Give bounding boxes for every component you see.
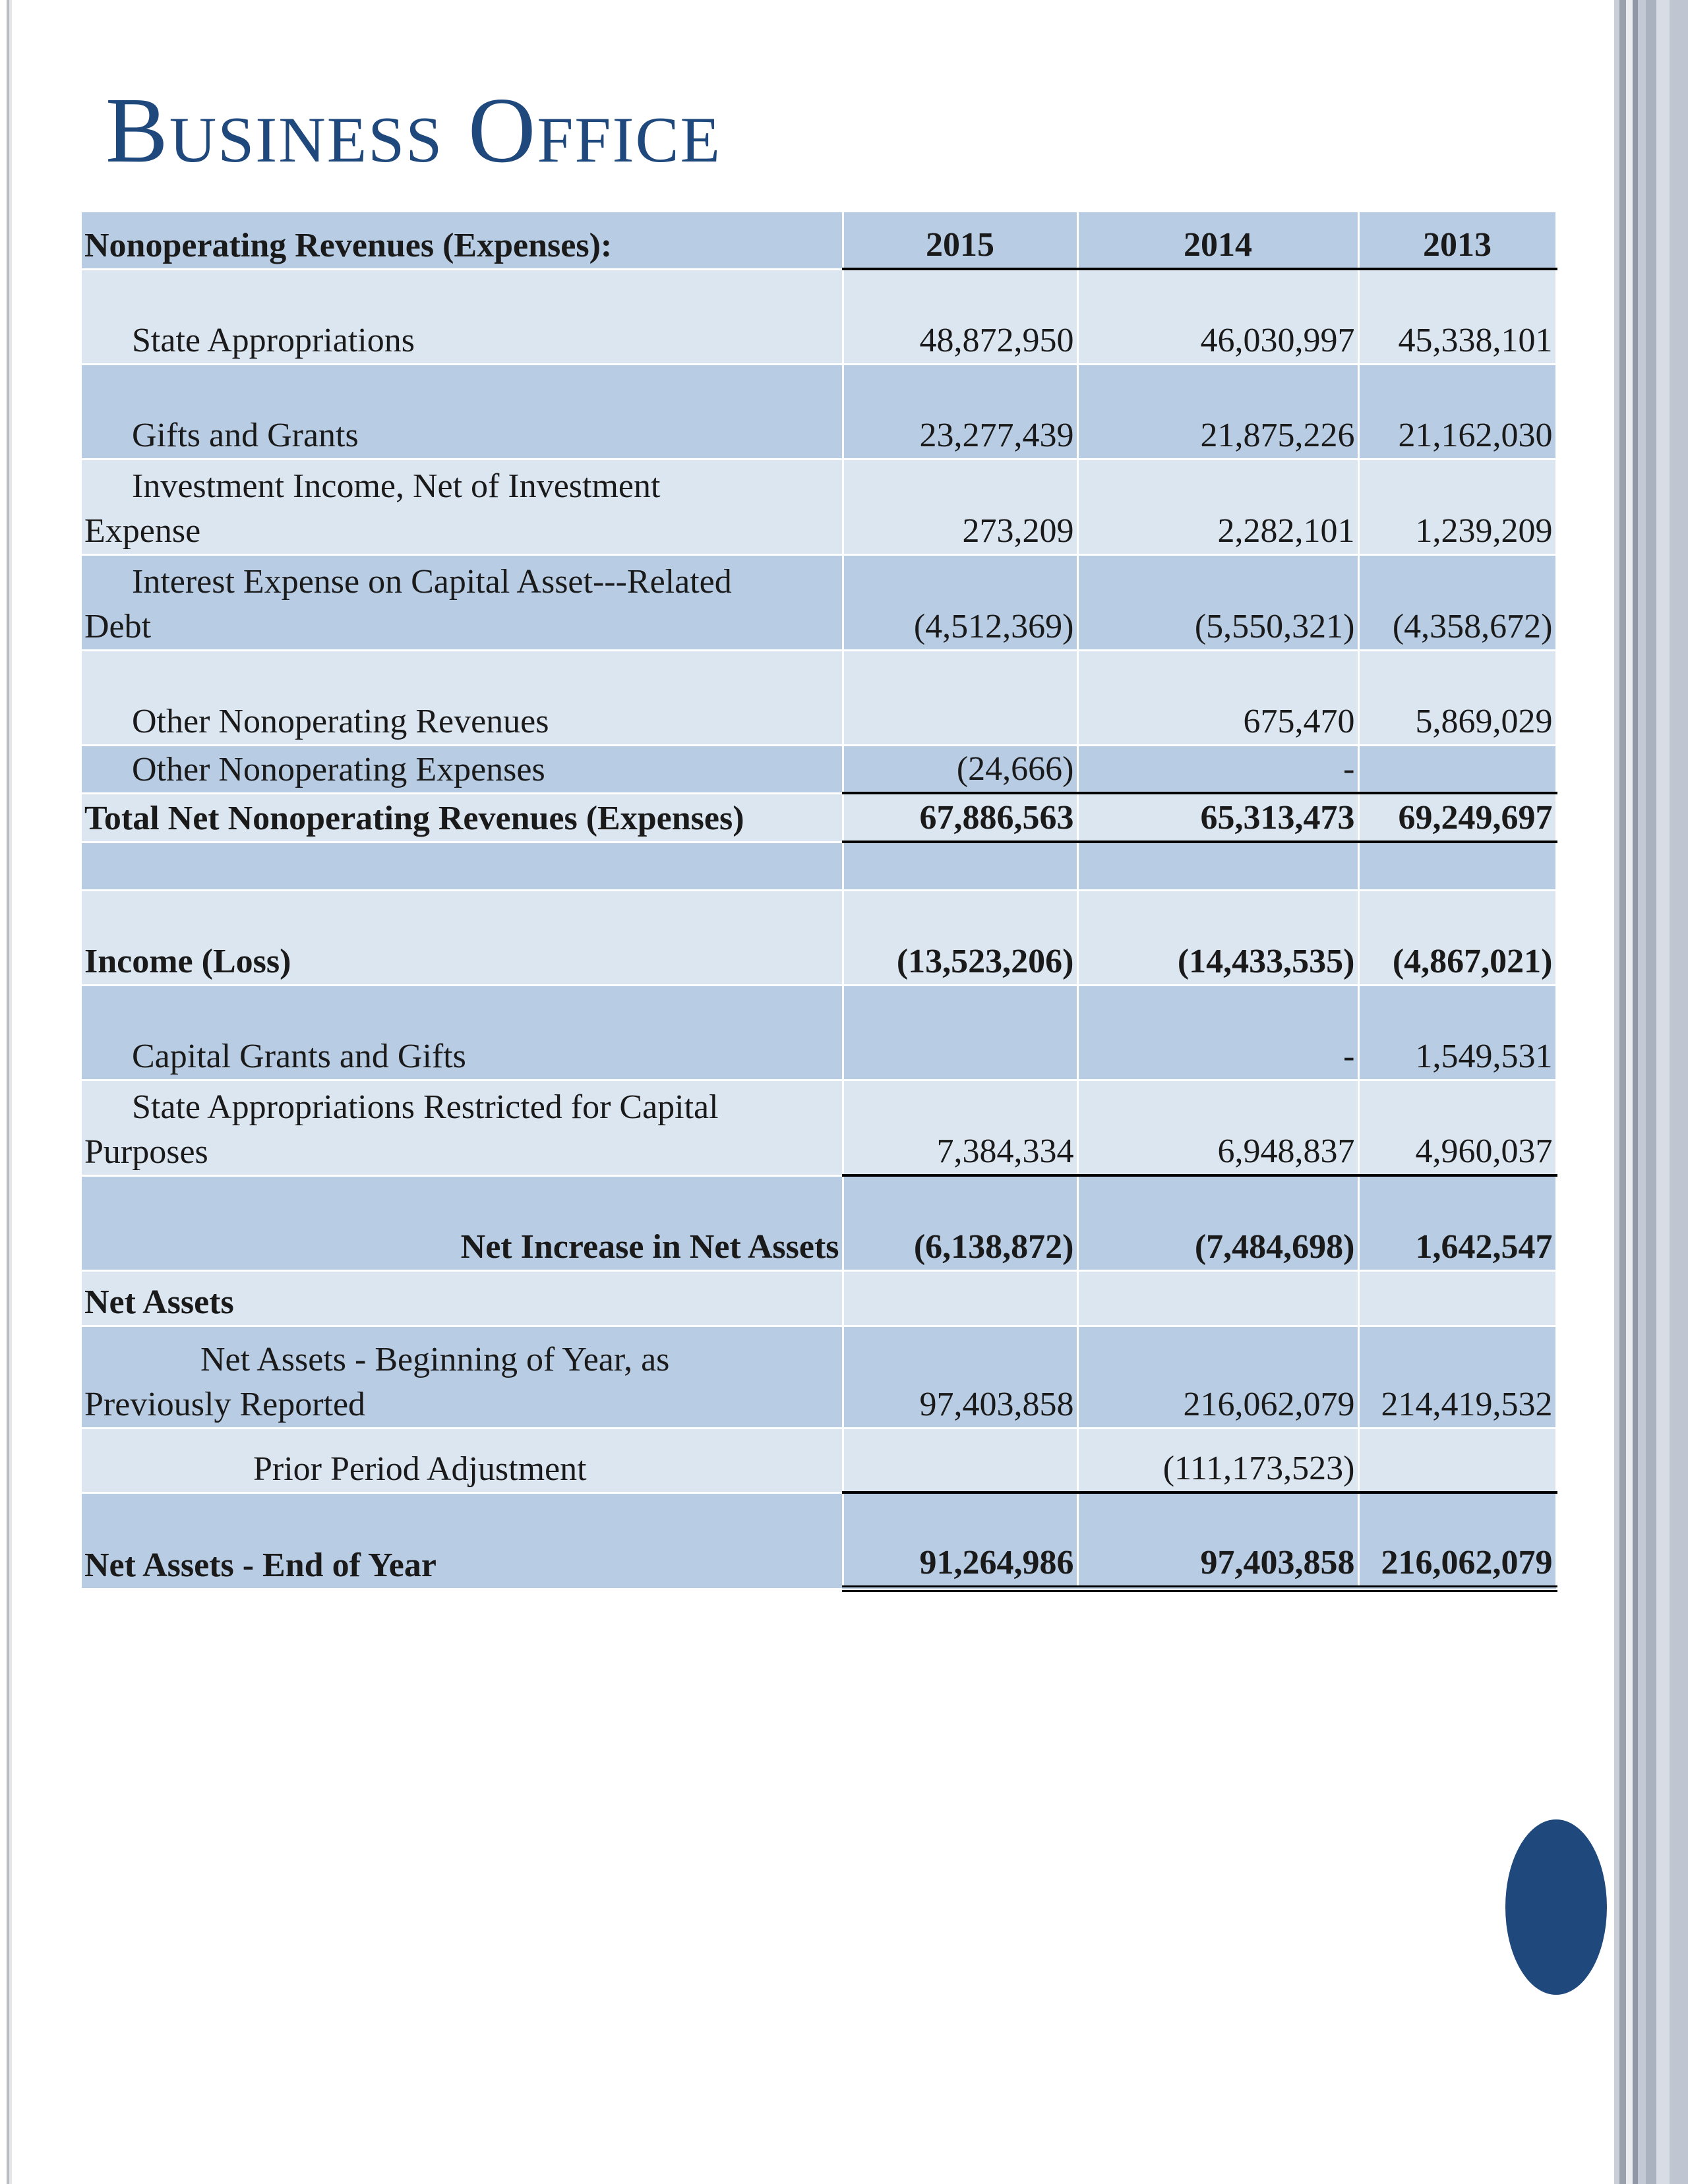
- value-2014: (5,550,321): [1077, 554, 1358, 650]
- value-2014: 97,403,858: [1077, 1492, 1358, 1589]
- row-label-line2: Expense: [84, 512, 201, 550]
- table-row: [82, 554, 1556, 650]
- table-row: [82, 650, 1556, 745]
- value-2013: 45,338,101: [1358, 269, 1556, 364]
- value-2014: (7,484,698): [1077, 1175, 1358, 1270]
- value-2014: (111,173,523): [1077, 1428, 1358, 1492]
- value-2014: 6,948,837: [1077, 1080, 1358, 1175]
- value-2015: 23,277,439: [843, 364, 1077, 459]
- value-2015: [843, 985, 1077, 1080]
- row-label: Net Assets - End of Year: [82, 1492, 843, 1589]
- value-2014: 216,062,079: [1077, 1326, 1358, 1428]
- value-2013: [1358, 745, 1556, 793]
- value-2015: (6,138,872): [843, 1175, 1077, 1270]
- year-2013-header: 2013: [1358, 212, 1556, 269]
- value-2015: (24,666): [843, 745, 1077, 793]
- value-2014: 65,313,473: [1077, 793, 1358, 842]
- table-row: [82, 1175, 1556, 1270]
- year-2014-header: 2014: [1077, 212, 1358, 269]
- value-2013: 21,162,030: [1358, 364, 1556, 459]
- table-row: [82, 745, 1556, 793]
- value-2013: 214,419,532: [1358, 1326, 1556, 1428]
- row-label-line2: Debt: [84, 607, 152, 645]
- table-row-total: [82, 1492, 1556, 1589]
- value-2015: 91,264,986: [843, 1492, 1077, 1589]
- value-2015: 67,886,563: [843, 793, 1077, 842]
- value-2014: 2,282,101: [1077, 459, 1358, 554]
- header-label: Nonoperating Revenues (Expenses):: [82, 212, 843, 269]
- value-2013: (4,867,021): [1358, 890, 1556, 985]
- slide-frame-right: [1606, 0, 1688, 2184]
- table-row: [82, 459, 1556, 554]
- value-2015: 273,209: [843, 459, 1077, 554]
- row-label-line2: Previously Reported: [84, 1385, 366, 1423]
- value-2014: -: [1077, 985, 1358, 1080]
- value-2014: 21,875,226: [1077, 364, 1358, 459]
- row-label: Capital Grants and Gifts: [132, 1037, 466, 1075]
- year-2015-header: 2015: [843, 212, 1077, 269]
- value-2014: 46,030,997: [1077, 269, 1358, 364]
- row-label: Prior Period Adjustment: [253, 1450, 587, 1488]
- page-title: Business Office: [106, 78, 721, 182]
- row-label-line2: Purposes: [84, 1133, 208, 1171]
- table-header-row: [82, 212, 1556, 269]
- value-2013: 4,960,037: [1358, 1080, 1556, 1175]
- value-2015: 7,384,334: [843, 1080, 1077, 1175]
- row-label: Net Increase in Net Assets: [82, 1175, 843, 1270]
- row-label-line1: Investment Income, Net of Investment: [132, 467, 661, 505]
- table-row: [82, 1080, 1556, 1175]
- value-2014: -: [1077, 745, 1358, 793]
- value-2013: 69,249,697: [1358, 793, 1556, 842]
- section-heading-row: [82, 1270, 1556, 1326]
- table-row-total: [82, 793, 1556, 842]
- table-row: [82, 364, 1556, 459]
- value-2015: [843, 1428, 1077, 1492]
- row-label: Income (Loss): [82, 890, 843, 985]
- row-label-line1: Interest Expense on Capital Asset---Related: [132, 562, 732, 601]
- table-row: [82, 890, 1556, 985]
- value-2013: 1,642,547: [1358, 1175, 1556, 1270]
- value-2015: (13,523,206): [843, 890, 1077, 985]
- row-label: Gifts and Grants: [132, 416, 359, 454]
- value-2014: 675,470: [1077, 650, 1358, 745]
- row-label-line1: State Appropriations Restricted for Capital: [132, 1088, 719, 1126]
- value-2015: [843, 650, 1077, 745]
- slide-frame-left: [0, 0, 17, 2184]
- value-2013: 5,869,029: [1358, 650, 1556, 745]
- financial-table: [82, 212, 1557, 1592]
- row-label: Net Assets: [82, 1270, 843, 1326]
- value-2015: 97,403,858: [843, 1326, 1077, 1428]
- value-2013: 1,549,531: [1358, 985, 1556, 1080]
- value-2015: (4,512,369): [843, 554, 1077, 650]
- value-2013: (4,358,672): [1358, 554, 1556, 650]
- table-row: [82, 269, 1556, 364]
- value-2015: 48,872,950: [843, 269, 1077, 364]
- decorative-oval: [1505, 1819, 1607, 1995]
- value-2013: 216,062,079: [1358, 1492, 1556, 1589]
- value-2014: (14,433,535): [1077, 890, 1358, 985]
- table-row: [82, 985, 1556, 1080]
- table-row: [82, 1428, 1556, 1492]
- value-2013: [1358, 1428, 1556, 1492]
- row-label: Other Nonoperating Expenses: [132, 750, 545, 788]
- value-2013: 1,239,209: [1358, 459, 1556, 554]
- row-label: Total Net Nonoperating Revenues (Expenses): [82, 793, 843, 842]
- row-label: Other Nonoperating Revenues: [132, 702, 549, 740]
- row-label-line1: Net Assets - Beginning of Year, as: [200, 1340, 670, 1378]
- table-row: [82, 1326, 1556, 1428]
- spacer-row: [82, 842, 1556, 890]
- row-label: State Appropriations: [132, 321, 415, 359]
